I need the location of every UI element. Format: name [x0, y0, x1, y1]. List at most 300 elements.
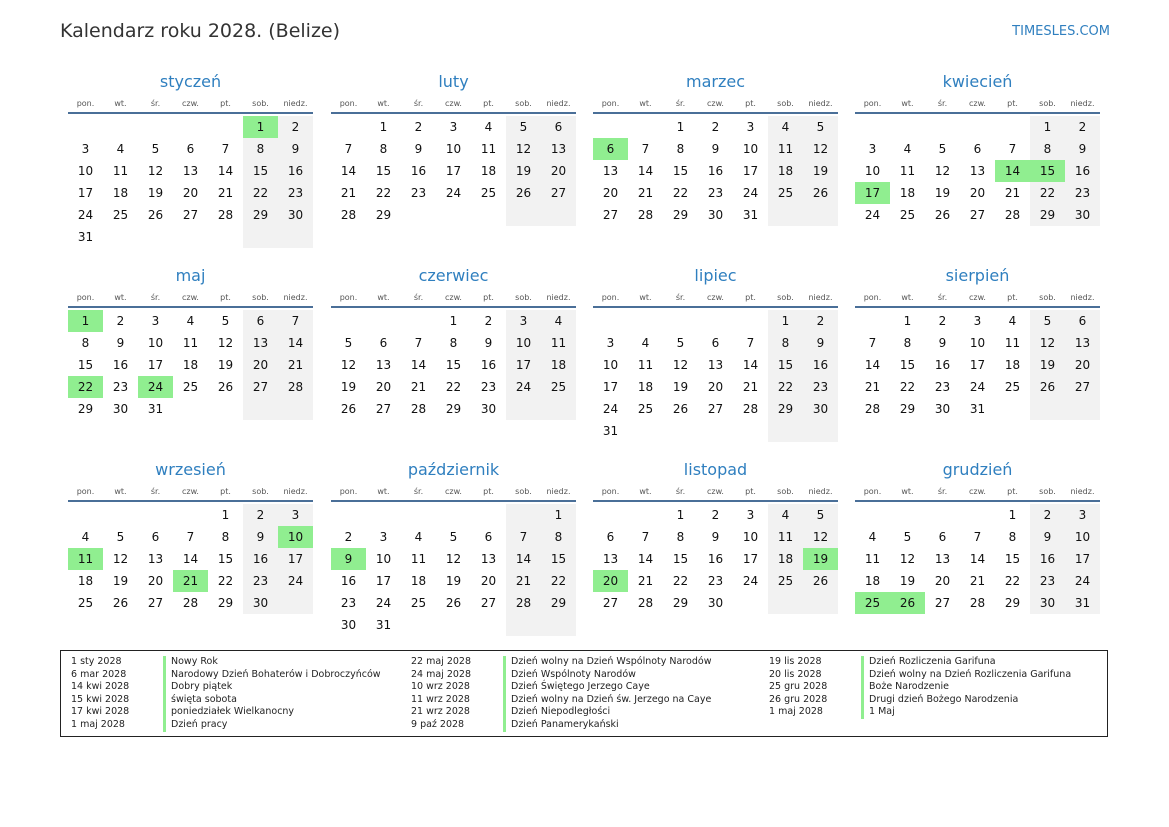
- legend-holiday-name: Dzień Świętego Jerzego Caye: [503, 681, 650, 694]
- weekday-label: pon.: [339, 293, 358, 302]
- day-cell: 6: [243, 310, 278, 332]
- legend-row: [411, 656, 711, 669]
- day-cell: 23: [480, 380, 497, 394]
- holiday-day-cell: 1: [68, 310, 103, 332]
- holiday-day-cell: 20: [593, 570, 628, 592]
- weekday-label: śr.: [413, 99, 424, 108]
- day-cell: 20: [541, 160, 576, 182]
- day-cell: 23: [1030, 570, 1065, 592]
- month-name: sierpień: [945, 266, 1010, 285]
- day-cell: 18: [637, 380, 654, 394]
- weekday-label: czw.: [445, 487, 462, 496]
- day-cell: 20: [480, 574, 497, 588]
- day-cell: 31: [77, 230, 94, 244]
- legend-row: [71, 656, 381, 669]
- empty-day-cell: [506, 398, 541, 420]
- empty-day-cell: [243, 398, 278, 420]
- day-cell: 8: [81, 336, 90, 350]
- day-cell: 12: [445, 552, 462, 566]
- empty-day-cell: [138, 504, 173, 526]
- day-cell: 20: [243, 354, 278, 376]
- day-cell: 31: [602, 424, 619, 438]
- holiday-day-cell: 22: [68, 376, 103, 398]
- day-cell: 23: [340, 596, 357, 610]
- weekday-header: [593, 486, 838, 502]
- site-link[interactable]: TIMESLES.COM: [1012, 24, 1110, 39]
- day-cell: 17: [742, 552, 759, 566]
- day-cell: 27: [480, 596, 497, 610]
- day-cell: 28: [506, 592, 541, 614]
- day-cell: 27: [602, 208, 619, 222]
- day-cell: 8: [541, 526, 576, 548]
- weekday-label: niedz.: [283, 99, 308, 108]
- day-cell: 2: [414, 120, 423, 134]
- day-cell: 22: [768, 376, 803, 398]
- day-cell: 9: [1030, 526, 1065, 548]
- day-cell: 6: [973, 142, 982, 156]
- weekday-label: wt.: [377, 487, 390, 496]
- day-cell: 9: [1065, 138, 1100, 160]
- empty-day-cell: [331, 310, 366, 332]
- day-cell: 15: [243, 160, 278, 182]
- weekday-label: czw.: [182, 99, 199, 108]
- day-cell: 30: [480, 402, 497, 416]
- day-cell: 28: [637, 596, 654, 610]
- legend-date: 24 maj 2028: [411, 668, 472, 680]
- day-cell: 28: [182, 596, 199, 610]
- day-cell: 15: [768, 354, 803, 376]
- weekday-label: śr.: [150, 293, 161, 302]
- day-cell: 4: [768, 116, 803, 138]
- legend-holiday-name: 1 Maj: [861, 706, 895, 719]
- day-grid: [855, 504, 1100, 614]
- legend-holiday-name: Dzień Panamerykański: [503, 719, 619, 732]
- empty-day-cell: [471, 204, 506, 226]
- weekday-label: sob.: [515, 487, 532, 496]
- day-cell: 29: [1004, 596, 1021, 610]
- day-cell: 5: [1030, 310, 1065, 332]
- day-cell: 29: [445, 402, 462, 416]
- day-cell: 2: [278, 116, 313, 138]
- day-cell: 19: [147, 186, 164, 200]
- weekday-label: pon.: [339, 487, 358, 496]
- empty-day-cell: [1030, 398, 1065, 420]
- day-cell: 25: [480, 186, 497, 200]
- holiday-day-cell: 1: [243, 116, 278, 138]
- day-grid: [331, 116, 576, 226]
- day-cell: 11: [637, 358, 654, 372]
- day-cell: 4: [768, 504, 803, 526]
- day-cell: 3: [868, 142, 877, 156]
- day-cell: 16: [410, 164, 427, 178]
- day-cell: 1: [676, 508, 685, 522]
- day-cell: 24: [864, 208, 881, 222]
- day-cell: 5: [676, 336, 685, 350]
- day-cell: 26: [803, 182, 838, 204]
- legend-holiday-name: Dzień pracy: [163, 719, 227, 732]
- day-cell: 28: [278, 376, 313, 398]
- day-cell: 19: [1030, 354, 1065, 376]
- day-grid: [855, 116, 1100, 226]
- empty-day-cell: [663, 420, 698, 442]
- day-cell: 4: [116, 142, 125, 156]
- day-cell: 2: [803, 310, 838, 332]
- empty-day-cell: [278, 592, 313, 614]
- day-cell: 1: [768, 310, 803, 332]
- day-cell: 22: [445, 380, 462, 394]
- day-cell: 12: [112, 552, 129, 566]
- day-cell: 13: [707, 358, 724, 372]
- day-cell: 2: [711, 120, 720, 134]
- month-name: luty: [438, 72, 469, 91]
- day-cell: 28: [742, 402, 759, 416]
- month-name: czerwiec: [418, 266, 489, 285]
- day-cell: 7: [186, 530, 195, 544]
- day-cell: 7: [641, 142, 650, 156]
- empty-day-cell: [628, 310, 663, 332]
- day-cell: 26: [217, 380, 234, 394]
- empty-day-cell: [960, 504, 995, 526]
- empty-day-cell: [1065, 398, 1100, 420]
- day-cell: 21: [1004, 186, 1021, 200]
- weekday-label: czw.: [182, 487, 199, 496]
- day-cell: 13: [375, 358, 392, 372]
- holiday-day-cell: 6: [593, 138, 628, 160]
- day-cell: 18: [864, 574, 881, 588]
- empty-day-cell: [401, 204, 436, 226]
- day-cell: 17: [1065, 548, 1100, 570]
- day-cell: 27: [182, 208, 199, 222]
- weekday-label: sob.: [252, 293, 269, 302]
- day-cell: 9: [116, 336, 125, 350]
- day-cell: 10: [969, 336, 986, 350]
- day-cell: 19: [445, 574, 462, 588]
- day-cell: 8: [243, 138, 278, 160]
- weekday-label: śr.: [413, 293, 424, 302]
- empty-day-cell: [733, 592, 768, 614]
- legend-row: [71, 694, 381, 707]
- day-cell: 29: [375, 208, 392, 222]
- day-cell: 2: [1030, 504, 1065, 526]
- day-cell: 25: [637, 402, 654, 416]
- day-cell: 13: [147, 552, 164, 566]
- legend-holiday-name: Dzień Niepodległości: [503, 706, 610, 719]
- day-cell: 22: [672, 186, 689, 200]
- weekday-label: niedz.: [808, 99, 833, 108]
- day-cell: 23: [707, 186, 724, 200]
- day-cell: 15: [375, 164, 392, 178]
- weekday-label: wt.: [639, 99, 652, 108]
- weekday-label: śr.: [675, 293, 686, 302]
- day-cell: 4: [186, 314, 195, 328]
- day-cell: 15: [445, 358, 462, 372]
- day-cell: 17: [375, 574, 392, 588]
- weekday-label: pon.: [601, 99, 620, 108]
- day-cell: 14: [506, 548, 541, 570]
- day-cell: 30: [243, 592, 278, 614]
- weekday-label: śr.: [150, 487, 161, 496]
- weekday-label: wt.: [114, 293, 127, 302]
- month-block: [855, 266, 1100, 420]
- day-cell: 25: [768, 182, 803, 204]
- day-cell: 9: [243, 526, 278, 548]
- empty-day-cell: [401, 310, 436, 332]
- day-cell: 3: [151, 314, 160, 328]
- weekday-label: niedz.: [1070, 487, 1095, 496]
- day-cell: 27: [243, 376, 278, 398]
- empty-day-cell: [541, 614, 576, 636]
- day-cell: 29: [672, 596, 689, 610]
- day-cell: 31: [1065, 592, 1100, 614]
- day-cell: 17: [147, 358, 164, 372]
- day-cell: 15: [672, 164, 689, 178]
- day-cell: 23: [278, 182, 313, 204]
- weekday-label: śr.: [413, 487, 424, 496]
- day-cell: 29: [541, 592, 576, 614]
- empty-day-cell: [138, 226, 173, 248]
- day-cell: 22: [217, 574, 234, 588]
- day-cell: 9: [803, 332, 838, 354]
- day-cell: 24: [278, 570, 313, 592]
- weekday-label: sob.: [1039, 293, 1056, 302]
- day-cell: 26: [506, 182, 541, 204]
- day-cell: 25: [899, 208, 916, 222]
- day-cell: 7: [641, 530, 650, 544]
- day-cell: 13: [602, 552, 619, 566]
- day-cell: 11: [112, 164, 129, 178]
- day-cell: 19: [112, 574, 129, 588]
- day-cell: 4: [414, 530, 423, 544]
- day-cell: 26: [1030, 376, 1065, 398]
- day-cell: 1: [379, 120, 388, 134]
- day-cell: 12: [1030, 332, 1065, 354]
- empty-day-cell: [471, 504, 506, 526]
- legend-date: 1 maj 2028: [769, 706, 823, 718]
- day-cell: 21: [864, 380, 881, 394]
- day-cell: 3: [746, 120, 755, 134]
- day-cell: 28: [217, 208, 234, 222]
- day-cell: 30: [1030, 592, 1065, 614]
- day-cell: 26: [803, 570, 838, 592]
- weekday-label: pt.: [220, 487, 231, 496]
- day-cell: 27: [147, 596, 164, 610]
- day-cell: 3: [746, 508, 755, 522]
- empty-day-cell: [628, 116, 663, 138]
- day-cell: 7: [278, 310, 313, 332]
- empty-day-cell: [471, 614, 506, 636]
- day-cell: 17: [742, 164, 759, 178]
- day-cell: 19: [506, 160, 541, 182]
- weekday-label: pt.: [745, 99, 756, 108]
- day-cell: 13: [243, 332, 278, 354]
- day-cell: 11: [899, 164, 916, 178]
- day-cell: 20: [969, 186, 986, 200]
- legend-holiday-name: Narodowy Dzień Bohaterów i Dobroczyńców: [163, 669, 381, 682]
- legend-date: 10 wrz 2028: [411, 681, 470, 693]
- day-cell: 9: [414, 142, 423, 156]
- day-cell: 17: [602, 380, 619, 394]
- day-cell: 12: [147, 164, 164, 178]
- legend-holiday-name: Dobry piątek: [163, 681, 232, 694]
- legend-holiday-name: Dzień Rozliczenia Garifuna: [861, 656, 996, 669]
- day-cell: 2: [344, 530, 353, 544]
- day-cell: 10: [602, 358, 619, 372]
- weekday-label: śr.: [150, 99, 161, 108]
- empty-day-cell: [68, 116, 103, 138]
- empty-day-cell: [103, 226, 138, 248]
- weekday-label: pt.: [483, 487, 494, 496]
- weekday-label: czw.: [969, 487, 986, 496]
- empty-day-cell: [506, 504, 541, 526]
- legend-date: 22 maj 2028: [411, 656, 472, 667]
- empty-day-cell: [733, 310, 768, 332]
- day-cell: 10: [1065, 526, 1100, 548]
- legend-date: 9 paź 2028: [411, 718, 465, 730]
- day-cell: 14: [217, 164, 234, 178]
- day-cell: 19: [899, 574, 916, 588]
- day-grid: [331, 310, 576, 420]
- day-cell: 7: [414, 336, 423, 350]
- weekday-label: pon.: [339, 99, 358, 108]
- day-cell: 10: [445, 142, 462, 156]
- day-cell: 8: [676, 530, 685, 544]
- legend-holiday-name: Drugi dzień Bożego Narodzenia: [861, 694, 1018, 707]
- day-cell: 24: [742, 574, 759, 588]
- day-cell: 29: [899, 402, 916, 416]
- day-cell: 21: [637, 186, 654, 200]
- day-cell: 3: [606, 336, 615, 350]
- weekday-label: wt.: [114, 487, 127, 496]
- day-cell: 19: [672, 380, 689, 394]
- day-cell: 18: [182, 358, 199, 372]
- day-cell: 10: [742, 530, 759, 544]
- empty-day-cell: [138, 116, 173, 138]
- empty-day-cell: [628, 504, 663, 526]
- day-cell: 30: [278, 204, 313, 226]
- day-cell: 22: [1004, 574, 1021, 588]
- day-cell: 24: [742, 186, 759, 200]
- day-cell: 30: [707, 208, 724, 222]
- day-cell: 29: [243, 204, 278, 226]
- day-cell: 11: [541, 332, 576, 354]
- day-cell: 21: [217, 186, 234, 200]
- day-cell: 14: [410, 358, 427, 372]
- day-cell: 22: [1030, 182, 1065, 204]
- day-cell: 28: [410, 402, 427, 416]
- day-cell: 6: [938, 530, 947, 544]
- day-cell: 12: [217, 336, 234, 350]
- day-cell: 6: [1065, 310, 1100, 332]
- day-cell: 15: [899, 358, 916, 372]
- day-cell: 6: [379, 336, 388, 350]
- legend-date: 6 mar 2028: [71, 668, 127, 680]
- day-cell: 19: [217, 358, 234, 372]
- day-cell: 5: [803, 504, 838, 526]
- legend-date: 14 kwi 2028: [71, 681, 130, 693]
- month-block: [593, 266, 838, 442]
- day-grid: [855, 310, 1100, 420]
- day-cell: 16: [480, 358, 497, 372]
- month-block: [68, 460, 313, 614]
- weekday-label: pon.: [863, 487, 882, 496]
- weekday-label: wt.: [901, 487, 914, 496]
- day-grid: [68, 116, 313, 248]
- day-cell: 7: [746, 336, 755, 350]
- day-cell: 1: [221, 508, 230, 522]
- weekday-label: niedz.: [546, 487, 571, 496]
- weekday-label: pon.: [863, 293, 882, 302]
- empty-day-cell: [733, 420, 768, 442]
- day-cell: 3: [1065, 504, 1100, 526]
- day-cell: 1: [1030, 116, 1065, 138]
- day-cell: 3: [379, 530, 388, 544]
- weekday-label: sob.: [515, 293, 532, 302]
- legend-row: [71, 681, 381, 694]
- weekday-label: wt.: [377, 293, 390, 302]
- day-cell: 13: [182, 164, 199, 178]
- day-cell: 21: [506, 570, 541, 592]
- day-cell: 18: [541, 354, 576, 376]
- weekday-label: pt.: [1007, 99, 1018, 108]
- day-cell: 23: [410, 186, 427, 200]
- empty-day-cell: [366, 504, 401, 526]
- day-cell: 16: [112, 358, 129, 372]
- day-cell: 8: [449, 336, 458, 350]
- empty-day-cell: [401, 504, 436, 526]
- weekday-label: wt.: [639, 293, 652, 302]
- day-cell: 31: [969, 402, 986, 416]
- month-name: listopad: [683, 460, 748, 479]
- empty-day-cell: [960, 116, 995, 138]
- day-cell: 30: [340, 618, 357, 632]
- day-cell: 28: [864, 402, 881, 416]
- day-cell: 27: [541, 182, 576, 204]
- day-cell: 2: [938, 314, 947, 328]
- day-cell: 29: [1030, 204, 1065, 226]
- day-cell: 12: [934, 164, 951, 178]
- legend-holiday-name: Nowy Rok: [163, 656, 218, 669]
- legend-row: [71, 669, 381, 682]
- day-cell: 12: [803, 526, 838, 548]
- day-cell: 30: [707, 596, 724, 610]
- month-name: lipiec: [694, 266, 737, 285]
- empty-day-cell: [541, 204, 576, 226]
- weekday-label: wt.: [901, 99, 914, 108]
- month-block: [68, 72, 313, 248]
- empty-day-cell: [173, 116, 208, 138]
- day-cell: 24: [602, 402, 619, 416]
- day-cell: 13: [480, 552, 497, 566]
- weekday-label: pt.: [483, 293, 494, 302]
- day-cell: 12: [803, 138, 838, 160]
- day-cell: 9: [711, 530, 720, 544]
- holiday-day-cell: 21: [173, 570, 208, 592]
- day-cell: 24: [506, 376, 541, 398]
- legend-row: [769, 694, 1071, 707]
- holiday-day-cell: 11: [68, 548, 103, 570]
- weekday-label: wt.: [901, 293, 914, 302]
- day-cell: 31: [742, 208, 759, 222]
- empty-day-cell: [698, 310, 733, 332]
- day-cell: 23: [803, 376, 838, 398]
- empty-day-cell: [995, 398, 1030, 420]
- day-cell: 24: [969, 380, 986, 394]
- day-cell: 29: [768, 398, 803, 420]
- legend-holiday-name: święta sobota: [163, 694, 237, 707]
- day-cell: 20: [182, 186, 199, 200]
- legend-row: [769, 706, 1071, 719]
- legend-holiday-name: Dzień wolny na Dzień Wspólnoty Narodów: [503, 656, 711, 669]
